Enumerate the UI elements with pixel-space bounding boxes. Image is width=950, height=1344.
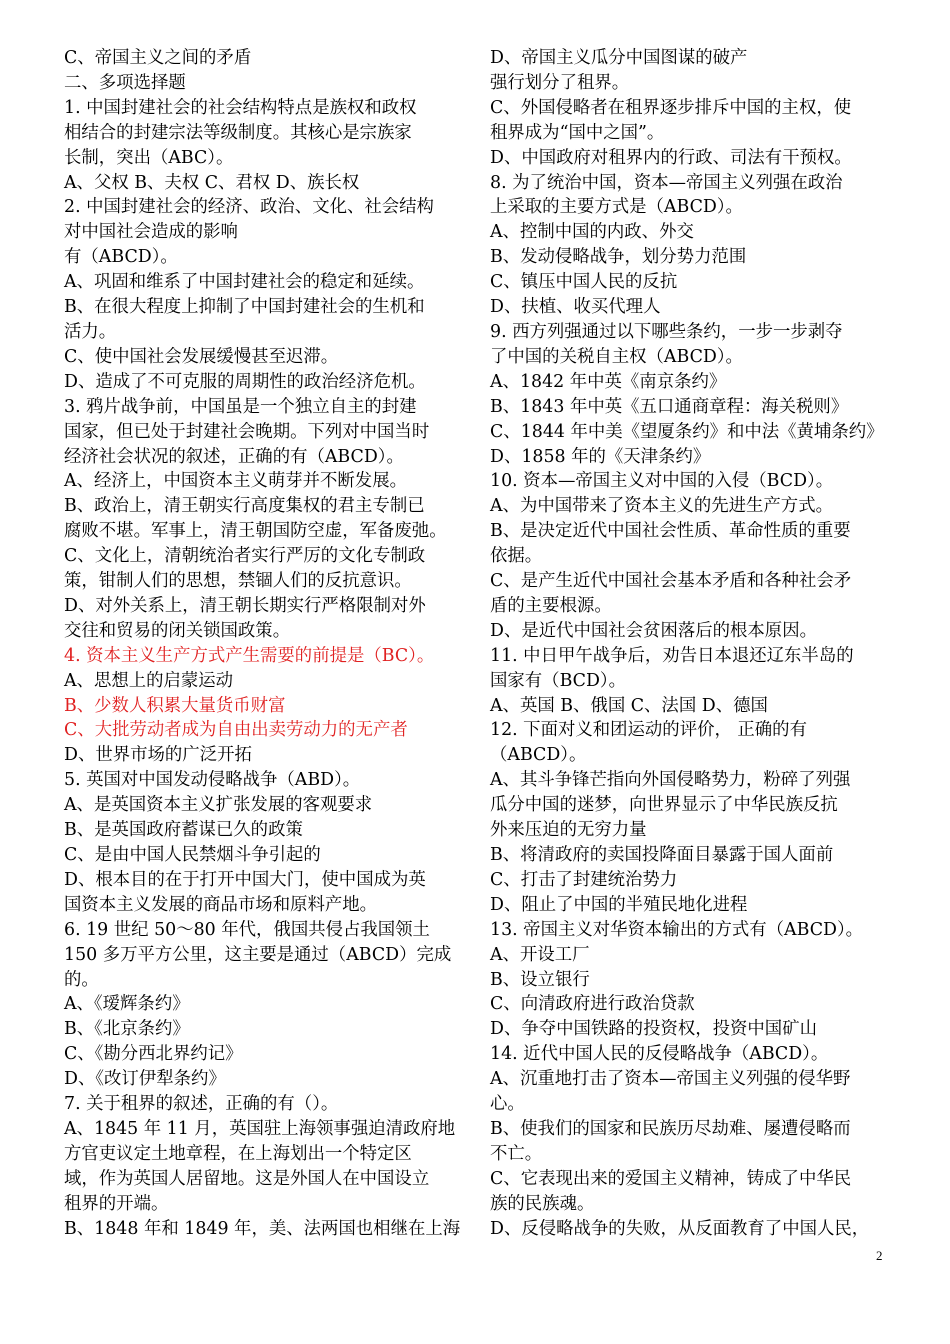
text-line: C、是由中国人民禁烟斗争引起的 [64, 845, 321, 865]
text-line: D、是近代中国社会贫困落后的根本原因。 [490, 620, 817, 641]
text-line: 交往和贸易的闭关锁国政策。 [64, 620, 291, 641]
text-line: 族的民族魂。 [490, 1193, 595, 1214]
text-line: 瓜分中国的迷梦，向世界显示了中华民族反抗 [490, 795, 838, 816]
text-line: 2. 中国封建社会的经济、政治、文化、社会结构 [64, 197, 434, 218]
text-line: A、开设工厂 [490, 944, 590, 965]
text-line: 11. 中日甲午战争后，劝告日本退还辽东半岛的 [490, 645, 854, 666]
text-line: C、它表现出来的爱国主义精神，铸成了中华民 [490, 1168, 852, 1189]
text-line: 外来压迫的无穷力量 [490, 820, 647, 841]
text-line: C、1844 年中美《望厦条约》和中法《黄埔条约》 [490, 421, 884, 442]
text-line: B、是决定近代中国社会性质、革命性质的重要 [490, 521, 851, 542]
text-line: 对中国社会造成的影响 [64, 222, 238, 243]
text-line: A、思想上的启蒙运动 [64, 670, 234, 691]
text-line: 活力。 [64, 321, 117, 342]
text-line: 14. 近代中国人民的反侵略战争（ABCD）。 [490, 1044, 829, 1065]
text-line: 租界成为“国中之国”。 [490, 122, 665, 143]
text-line: 4. 资本主义生产方式产生需要的前提是（BC）。 [64, 645, 435, 666]
text-line: 策，钳制人们的思想，禁锢人们的反抗意识。 [64, 571, 412, 592]
text-line: C、《勘分西北界约记》 [64, 1044, 243, 1065]
text-line: D、对外关系上，清王朝长期实行严格限制对外 [64, 595, 426, 616]
text-line: 10. 资本—帝国主义对中国的入侵（BCD）。 [490, 471, 834, 492]
text-line: 经济社会状况的叙述，正确的有（ABCD）。 [64, 446, 404, 467]
text-line: B、发动侵略战争，划分势力范围 [490, 247, 747, 268]
text-line: D、1858 年的《天津条约》 [490, 446, 711, 467]
text-line: B、《北京条约》 [64, 1019, 190, 1040]
text-line: A、是英国资本主义扩张发展的客观要求 [64, 795, 373, 816]
text-line: D、《改订伊犁条约》 [64, 1069, 226, 1090]
text-line: 心。 [490, 1094, 525, 1115]
text-line: 的。 [64, 969, 99, 990]
text-line: B、使我们的国家和民族历尽劫难、屡遭侵略而 [490, 1118, 851, 1139]
text-line: 国家，但已处于封建社会晚期。下列对中国当时 [64, 421, 430, 442]
text-line: C、使中国社会发展缓慢甚至迟滞。 [64, 346, 339, 367]
text-line: A、英国 B、俄国 C、法国 D、德国 [490, 695, 768, 716]
text-line: 1. 中国封建社会的社会结构特点是族权和政权 [64, 97, 417, 118]
text-line: 7. 关于租界的叙述，正确的有（）。 [64, 1094, 339, 1115]
text-line: D、造成了不可克服的周期性的政治经济危机。 [64, 371, 426, 392]
text-line: B、1848 年和 1849 年，美、法两国也相继在上海 [64, 1218, 461, 1239]
text-line: 有（ABCD）。 [64, 247, 178, 268]
text-line: 了中国的关税自主权（ABCD）。 [490, 346, 743, 367]
text-line: A、父权 B、夫权 C、君权 D、族长权 [64, 172, 360, 193]
text-line: A、1842 年中英《南京条约》 [490, 371, 727, 392]
text-line: 不亡。 [490, 1143, 543, 1164]
text-line: 方官吏议定土地章程，在上海划出一个特定区 [64, 1143, 412, 1164]
left-column [64, 46, 464, 1242]
text-line: 13. 帝国主义对华资本输出的方式有（ABCD）。 [490, 919, 864, 940]
text-line: 强行划分了租界。 [490, 72, 630, 93]
text-line: D、世界市场的广泛开拓 [64, 745, 252, 766]
text-line: 国家有（BCD）。 [490, 670, 626, 691]
text-line: 长制，突出（ABC）。 [64, 147, 234, 168]
text-line: B、政治上，清王朝实行高度集权的君主专制已 [64, 496, 425, 517]
text-line: C、向清政府进行政治贷款 [490, 994, 695, 1015]
text-line: A、为中国带来了资本主义的先进生产方式。 [490, 496, 833, 517]
text-line: （ABCD）。 [490, 745, 587, 766]
text-line: C、镇压中国人民的反抗 [490, 272, 678, 293]
text-line: A、沉重地打击了资本—帝国主义列强的侵华野 [490, 1069, 851, 1090]
text-line: 域，作为英国人居留地。这是外国人在中国设立 [64, 1168, 430, 1189]
text-line: B、设立银行 [490, 969, 590, 990]
text-line: 相结合的封建宗法等级制度。其核心是宗族家 [64, 122, 412, 143]
text-line: B、将清政府的卖国投降面目暴露于国人面前 [490, 845, 834, 865]
text-line: 6. 19 世纪 50～80 年代，俄国共侵占我国领土 [64, 919, 430, 940]
text-line: C、帝国主义之间的矛盾 [64, 48, 252, 68]
text-line: A、控制中国的内政、外交 [490, 222, 694, 243]
text-line: 3. 鸦片战争前，中国虽是一个独立自主的封建 [64, 396, 417, 417]
text-line: 腐败不堪。军事上，清王朝国防空虚，军备废弛。 [64, 521, 447, 542]
text-line: A、其斗争锋芒指向外国侵略势力，粉碎了列强 [490, 770, 851, 791]
text-line: C、是产生近代中国社会基本矛盾和各种社会矛 [490, 571, 852, 592]
text-line: A、经济上，中国资本主义萌芽并不断发展。 [64, 471, 407, 492]
text-line: D、争夺中国铁路的投资权，投资中国矿山 [490, 1019, 817, 1040]
text-line: C、外国侵略者在租界逐步排斥中国的主权，使 [490, 97, 852, 118]
text-line: B、1843 年中英《五口通商章程：海关税则》 [490, 396, 849, 417]
text-line: D、扶植、收买代理人 [490, 297, 661, 318]
text-line: 盾的主要根源。 [490, 595, 612, 616]
text-line: 二、多项选择题 [64, 72, 186, 93]
text-line: C、打击了封建统治势力 [490, 869, 678, 890]
text-line: D、反侵略战争的失败，从反面教育了中国人民， [490, 1218, 870, 1239]
text-line: 5. 英国对中国发动侵略战争（ABD）。 [64, 770, 361, 791]
text-line: D、根本目的在于打开中国大门，使中国成为英 [64, 869, 426, 890]
right-column [490, 46, 888, 1242]
text-line: D、中国政府对租界内的行政、司法有干预权。 [490, 147, 852, 168]
text-line: B、是英国政府蓄谋已久的政策 [64, 820, 303, 841]
text-line: B、少数人积累大量货币财富 [64, 695, 286, 716]
text-line: 8. 为了统治中国，资本—帝国主义列强在政治 [490, 172, 843, 193]
text-line: 租界的开端。 [64, 1193, 169, 1214]
text-line: 依据。 [490, 546, 543, 567]
text-line: 12. 下面对义和团运动的评价， 正确的有 [490, 720, 807, 741]
text-line: C、大批劳动者成为自由出卖劳动力的无产者 [64, 720, 408, 741]
page-number: 2 [876, 1248, 883, 1263]
text-line: D、帝国主义瓜分中国图谋的破产 [490, 48, 748, 68]
text-line: C、文化上，清朝统治者实行严厉的文化专制政 [64, 546, 426, 567]
text-line: A、《瑷辉条约》 [64, 994, 190, 1015]
text-line: 上采取的主要方式是（ABCD）。 [490, 197, 743, 218]
text-line: B、在很大程度上抑制了中国封建社会的生机和 [64, 297, 425, 318]
text-line: A、1845 年 11 月，英国驻上海领事强迫清政府地 [64, 1118, 456, 1139]
text-line: D、阻止了中国的半殖民地化进程 [490, 894, 748, 915]
text-line: 国资本主义发展的商品市场和原料产地。 [64, 894, 378, 915]
text-line: A、巩固和维系了中国封建社会的稳定和延续。 [64, 272, 425, 293]
text-line: 150 多万平方公里，这主要是通过（ABCD）完成 [64, 944, 452, 965]
text-line: 9. 西方列强通过以下哪些条约，一步一步剥夺 [490, 321, 843, 342]
